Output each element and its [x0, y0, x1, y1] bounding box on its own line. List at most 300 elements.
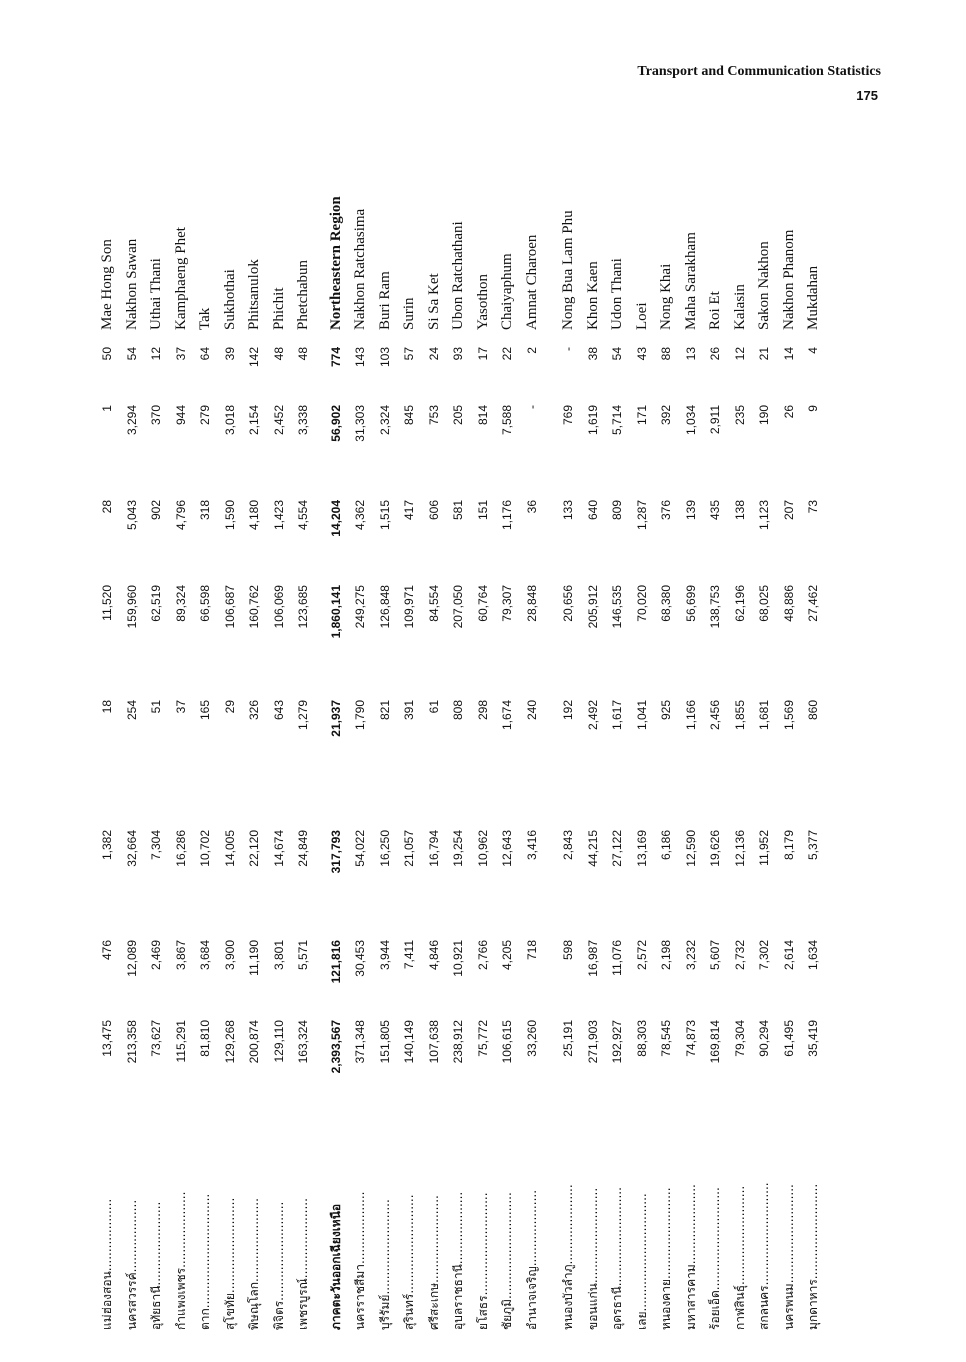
value-cell: 326	[247, 700, 261, 721]
value-cell: 106,069	[271, 585, 286, 629]
value-cell: 1,166	[683, 700, 698, 731]
value-cell: 3,294	[124, 405, 139, 436]
value-cell: 18	[100, 700, 114, 714]
province-name-english: Kamphaeng Phet	[172, 227, 189, 330]
province-name-english: Khon Kaen	[584, 261, 601, 330]
value-cell: 213,358	[124, 1020, 139, 1064]
value-cell: 14	[781, 347, 796, 361]
province-name-english: Northeastern Region	[327, 196, 344, 330]
statistics-table	[95, 130, 895, 1330]
table-row	[605, 130, 629, 1330]
value-cell: 2,766	[475, 940, 490, 971]
value-cell: 435	[708, 500, 722, 521]
value-cell: 2,843	[561, 830, 575, 861]
value-cell: 4,180	[247, 500, 261, 531]
value-cell: 142	[247, 347, 261, 368]
value-cell: 814	[475, 405, 490, 426]
province-name-thai: สุรินทร์..........................	[402, 1194, 416, 1330]
value-cell: 1,860,141	[328, 585, 343, 639]
value-cell: 81,810	[198, 1020, 212, 1057]
province-name-thai: นครสวรรค์...................	[124, 1199, 139, 1330]
province-name-thai: อุบลราชธานี...................	[451, 1191, 465, 1330]
province-name-thai: นครราชสีมา...................	[353, 1191, 367, 1330]
value-cell: 139	[683, 500, 698, 521]
page-number: 175	[856, 88, 878, 103]
table-row	[801, 130, 825, 1330]
province-name-thai: หนองคาย........................	[659, 1187, 673, 1330]
value-cell: 2,198	[659, 940, 673, 971]
value-cell: 271,903	[585, 1020, 600, 1064]
value-cell: 56,699	[683, 585, 698, 622]
province-name-thai: ร้อยเอ็ด...........................	[708, 1187, 722, 1330]
value-cell: 753	[426, 405, 441, 426]
value-cell: 1,176	[500, 500, 514, 531]
province-name-english: Maha Sarakham	[682, 232, 699, 330]
value-cell: 7,304	[149, 830, 163, 861]
value-cell: 68,025	[757, 585, 771, 622]
value-cell: 78,545	[659, 1020, 673, 1057]
value-cell: 159,960	[124, 585, 139, 629]
value-cell: 28,848	[524, 585, 539, 622]
value-cell: 13,169	[634, 830, 649, 867]
value-cell: 79,304	[732, 1020, 747, 1057]
value-cell: 133	[561, 500, 575, 521]
table-row	[95, 130, 119, 1330]
value-cell: 32,664	[124, 830, 139, 867]
value-cell: 106,687	[222, 585, 237, 629]
value-cell: 7,411	[402, 940, 416, 970]
value-cell: 115,291	[173, 1020, 188, 1063]
province-name-thai: บุรีรัมย์.........................	[377, 1199, 392, 1330]
value-cell: 249,275	[353, 585, 367, 629]
value-cell: 2,393,567	[328, 1020, 343, 1074]
value-cell: 21	[757, 347, 771, 361]
value-cell: 17	[475, 347, 490, 361]
province-name-english: Amnat Charoen	[523, 234, 540, 330]
value-cell: 1,590	[222, 500, 237, 531]
value-cell: 14,005	[222, 830, 237, 867]
value-cell: 19,254	[451, 830, 465, 867]
value-cell: 143	[353, 347, 367, 368]
value-cell: 22,120	[247, 830, 261, 867]
value-cell: 5,714	[610, 405, 624, 436]
value-cell: 30,453	[353, 940, 367, 977]
value-cell: 16,987	[585, 940, 600, 977]
value-cell: 6,186	[659, 830, 673, 861]
value-cell: 3,944	[377, 940, 392, 971]
table-row	[242, 130, 266, 1330]
value-cell: 845	[402, 405, 416, 426]
value-cell: 151,805	[377, 1020, 392, 1064]
table-row	[446, 130, 470, 1330]
province-name-english: Ubon Ratchathani	[450, 221, 466, 330]
value-cell: 200,874	[247, 1020, 261, 1064]
province-name-english: Mukdahan	[805, 265, 821, 330]
value-cell: 22	[500, 347, 514, 361]
province-name-thai: ขอนแก่น.........................	[585, 1187, 600, 1330]
value-cell: 10,921	[451, 940, 465, 977]
province-name-thai: พิษณุโลก......................	[247, 1198, 261, 1330]
value-cell: 2,324	[377, 405, 392, 436]
value-cell: 27,462	[806, 585, 820, 622]
value-cell: 51	[149, 700, 163, 714]
table-row	[291, 130, 315, 1330]
value-cell: 606	[426, 500, 441, 521]
value-cell: 902	[149, 500, 163, 521]
value-cell: 1,515	[377, 500, 392, 531]
header-title: Transport and Communication Statistics	[637, 64, 881, 79]
value-cell: 5,607	[708, 940, 722, 971]
value-cell: 54	[610, 347, 624, 361]
value-cell: 7,588	[500, 405, 514, 436]
value-cell: 28	[100, 500, 114, 514]
value-cell: 235	[732, 405, 747, 426]
value-cell: 8,179	[781, 830, 796, 861]
value-cell: 4,554	[296, 500, 310, 531]
value-cell: 106,615	[500, 1020, 514, 1064]
value-cell: 2,492	[585, 700, 600, 731]
province-name-english: Buri Ram	[376, 271, 393, 330]
value-cell: 2,452	[271, 405, 286, 436]
value-cell: 16,286	[173, 830, 188, 867]
value-cell: 57	[402, 347, 416, 361]
value-cell: 66,598	[198, 585, 212, 622]
value-cell: 11,952	[757, 830, 771, 866]
province-name-english: Mae Hong Son	[99, 239, 115, 330]
value-cell: 298	[475, 700, 490, 721]
value-cell: 21,937	[328, 700, 343, 737]
province-name-thai: เลย...............................	[634, 1193, 649, 1330]
value-cell: 62,196	[732, 585, 747, 622]
value-cell: 121,816	[328, 940, 343, 984]
table-row	[267, 130, 291, 1330]
value-cell: 25,191	[561, 1020, 575, 1057]
province-name-english: Chaiyaphum	[499, 253, 515, 330]
value-cell: 4,846	[426, 940, 441, 971]
value-cell: 89,324	[173, 585, 188, 622]
value-cell: 581	[451, 500, 465, 521]
value-cell: 640	[585, 500, 600, 521]
value-cell: 392	[659, 405, 673, 426]
value-cell: 1,569	[781, 700, 796, 731]
value-cell: 2,732	[732, 940, 747, 971]
province-name-english: Loei	[633, 302, 650, 330]
province-name-english: Tak	[197, 307, 213, 330]
province-name-thai: อำนาจเจริญ....................	[524, 1189, 539, 1330]
value-cell: 254	[124, 700, 139, 721]
value-cell: 205,912	[585, 585, 600, 629]
province-name-english: Uthai Thani	[148, 258, 164, 330]
value-cell: 4,362	[353, 500, 367, 531]
value-cell: 10,702	[198, 830, 212, 867]
value-cell: 2,154	[247, 405, 261, 436]
value-cell: 2	[524, 347, 539, 354]
table-row	[373, 130, 397, 1330]
value-cell: 60,764	[475, 585, 490, 622]
province-name-english: Phichit	[270, 287, 287, 330]
value-cell: 3,338	[296, 405, 310, 436]
value-cell: 54	[124, 347, 139, 361]
value-cell: 14,204	[328, 500, 343, 537]
province-name-english: Nong Bua Lam Phu	[560, 210, 576, 330]
table-row	[654, 130, 678, 1330]
table-row	[679, 130, 703, 1330]
value-cell: 62,519	[149, 585, 163, 622]
value-cell: 37	[173, 347, 188, 361]
value-cell: 14,674	[271, 830, 286, 867]
province-name-thai: สกลนคร...........................	[757, 1182, 771, 1330]
table-row	[728, 130, 752, 1330]
value-cell: 821	[377, 700, 392, 721]
value-cell: 64	[198, 347, 212, 361]
table-row	[120, 130, 144, 1330]
value-cell: 5,571	[296, 940, 310, 971]
province-name-english: Sakon Nakhon	[756, 241, 772, 330]
value-cell: 1,855	[732, 700, 747, 731]
value-cell: 774	[328, 347, 343, 368]
value-cell: 238,912	[451, 1020, 465, 1064]
value-cell: 12	[149, 347, 163, 361]
table-row	[144, 130, 168, 1330]
value-cell: 54,022	[353, 830, 367, 867]
table-row	[520, 130, 544, 1330]
value-cell: 43	[634, 347, 649, 361]
value-cell: 13,475	[100, 1020, 114, 1057]
province-name-thai: อุดรธานี..........................	[610, 1187, 624, 1330]
table-row	[348, 130, 372, 1330]
value-cell: 1,634	[806, 940, 820, 971]
value-cell: 5,377	[806, 830, 820, 861]
value-cell: 279	[198, 405, 212, 426]
value-cell: 107,638	[426, 1020, 441, 1064]
value-cell: 21,057	[402, 830, 416, 867]
value-cell: 1,619	[585, 405, 600, 436]
value-cell: 48,886	[781, 585, 796, 622]
value-cell: 26	[781, 405, 796, 419]
value-cell: 3,018	[222, 405, 237, 436]
value-cell: 4	[806, 347, 820, 354]
table-row	[581, 130, 605, 1330]
value-cell: 79,307	[500, 585, 514, 622]
value-cell: 1,279	[296, 700, 310, 731]
value-cell: 31,303	[353, 405, 367, 442]
value-cell: 19,626	[708, 830, 722, 867]
province-name-thai: หนองบัวลำภู.....................	[561, 1184, 575, 1330]
province-name-english: Sukhothai	[221, 269, 238, 330]
table-row	[777, 130, 801, 1330]
value-cell: 317,793	[328, 830, 343, 874]
value-cell: 3,900	[222, 940, 237, 971]
province-name-english: Phetchabun	[295, 260, 311, 330]
table-row	[422, 130, 446, 1330]
value-cell: 1,617	[610, 700, 624, 731]
value-cell: 12	[732, 347, 747, 361]
value-cell: 163,324	[296, 1020, 310, 1064]
value-cell: 73	[806, 500, 820, 514]
value-cell: 3,232	[683, 940, 698, 971]
value-cell: 1,287	[634, 500, 649, 531]
value-cell: 192	[561, 700, 575, 721]
value-cell: 75,772	[475, 1020, 490, 1057]
province-name-thai: สุโขทัย.........................	[222, 1197, 237, 1330]
province-name-english: Udon Thani	[609, 258, 625, 330]
value-cell: 391	[402, 700, 416, 721]
value-cell: 4,796	[173, 500, 188, 531]
table-row	[169, 130, 193, 1330]
value-cell: 138	[732, 500, 747, 521]
value-cell: 29	[222, 700, 237, 714]
value-cell: 140,149	[402, 1020, 416, 1064]
province-name-thai: ศรีสะเกษ.......................	[426, 1195, 441, 1330]
province-name-thai: มุกดาหาร.........................	[806, 1183, 820, 1330]
value-cell: 9	[806, 405, 820, 412]
value-cell: 12,089	[124, 940, 139, 977]
table-row	[752, 130, 776, 1330]
value-cell: 61,495	[781, 1020, 796, 1057]
value-cell: 417	[402, 500, 416, 521]
value-cell: 2,911	[708, 405, 722, 435]
value-cell: 160,762	[247, 585, 261, 629]
value-cell: 376	[659, 500, 673, 521]
value-cell: 38	[585, 347, 600, 361]
value-cell: 88	[659, 347, 673, 361]
province-name-english: Nakhon Sawan	[123, 238, 140, 330]
value-cell: 1,790	[353, 700, 367, 731]
value-cell: 1,382	[100, 830, 114, 861]
province-name-thai: นครพนม..........................	[781, 1184, 796, 1330]
value-cell: 35,419	[806, 1020, 820, 1057]
value-cell: 2,456	[708, 700, 722, 731]
value-cell: 123,685	[296, 585, 310, 629]
province-name-thai: ภาคตะวันออกเฉียงเหนือ	[328, 1203, 343, 1330]
value-cell: 33,260	[524, 1020, 539, 1057]
province-name-english: Surin	[401, 297, 417, 330]
value-cell: 20,656	[561, 585, 575, 622]
value-cell: 109,971	[402, 585, 416, 629]
value-cell: 84,554	[426, 585, 441, 622]
value-cell: 718	[524, 940, 539, 961]
value-cell: 129,110	[271, 1020, 286, 1063]
value-cell: 643	[271, 700, 286, 721]
value-cell: 10,962	[475, 830, 490, 867]
value-cell: 5,043	[124, 500, 139, 531]
province-name-english: Nakhon Phanom	[780, 229, 797, 330]
value-cell: 24	[426, 347, 441, 361]
value-cell: 39	[222, 347, 237, 361]
value-cell: 73,627	[149, 1020, 163, 1057]
value-cell: 2,572	[634, 940, 649, 971]
province-name-thai: แม่ฮ่องสอน...................	[100, 1198, 114, 1330]
value-cell: 2,614	[781, 940, 796, 971]
value-cell: 171	[634, 405, 649, 426]
table-row	[556, 130, 580, 1330]
value-cell: 240	[524, 700, 539, 721]
value-cell: 769	[561, 405, 575, 426]
value-cell: 165	[198, 700, 212, 721]
value-cell: 11,190	[247, 940, 261, 976]
value-cell: 151	[475, 500, 490, 521]
value-cell: 169,814	[708, 1020, 722, 1064]
value-cell: 12,590	[683, 830, 698, 867]
value-cell: 126,848	[377, 585, 392, 629]
value-cell: 26	[708, 347, 722, 361]
province-name-thai: กาฬสินธุ์..........................	[732, 1185, 747, 1330]
value-cell: 318	[198, 500, 212, 521]
province-name-english: Roi Et	[707, 291, 723, 330]
province-name-english: Si Sa Ket	[425, 273, 442, 330]
value-cell: 3,867	[173, 940, 188, 971]
province-name-thai: ตาก..............................	[198, 1193, 212, 1330]
province-name-thai: กำแพงเพชร....................	[173, 1191, 188, 1330]
table-row	[218, 130, 242, 1330]
province-name-thai: พิจิตร..........................	[271, 1201, 286, 1330]
province-name-thai: ยโสธร...........................	[475, 1192, 490, 1330]
province-name-english: Kalasin	[731, 284, 748, 330]
table-row	[471, 130, 495, 1330]
value-cell: 808	[451, 700, 465, 721]
value-cell: 1,681	[757, 700, 771, 731]
value-cell: 7,302	[757, 940, 771, 971]
value-cell: 190	[757, 405, 771, 426]
value-cell: 68,380	[659, 585, 673, 622]
table-row	[495, 130, 519, 1330]
province-name-thai: มหาสารคาม.....................	[683, 1184, 698, 1330]
province-name-english: Phitsanulok	[246, 259, 262, 330]
value-cell: 207,050	[451, 585, 465, 629]
value-cell: 44,215	[585, 830, 600, 867]
value-cell: 129,268	[222, 1020, 237, 1064]
value-cell: 61	[426, 700, 441, 714]
value-cell: 1	[100, 405, 114, 412]
value-cell: 1,123	[757, 500, 771, 531]
table-row	[703, 130, 727, 1330]
province-name-thai: ชัยภูมิ............................	[500, 1192, 514, 1330]
value-cell: 48	[296, 347, 310, 361]
value-cell: 70,020	[634, 585, 649, 622]
value-cell: 27,122	[610, 830, 624, 867]
value-cell: 74,873	[683, 1020, 698, 1057]
value-cell: 207	[781, 500, 796, 521]
value-cell: 12,643	[500, 830, 514, 867]
value-cell: 56,902	[328, 405, 343, 442]
value-cell: 1,034	[683, 405, 698, 436]
value-cell: 3,801	[271, 940, 286, 971]
value-cell: 371,348	[353, 1020, 367, 1064]
value-cell: -	[524, 405, 539, 409]
value-cell: 1,423	[271, 500, 286, 531]
value-cell: 370	[149, 405, 163, 426]
value-cell: 925	[659, 700, 673, 721]
province-name-english: Nakhon Ratchasima	[352, 208, 368, 330]
value-cell: 11,520	[100, 585, 114, 621]
value-cell: 93	[451, 347, 465, 361]
table-row	[324, 130, 348, 1330]
value-cell: 3,684	[198, 940, 212, 971]
value-cell: 16,250	[377, 830, 392, 867]
value-cell: 146,535	[610, 585, 624, 629]
value-cell: 476	[100, 940, 114, 961]
value-cell: 1,674	[500, 700, 514, 731]
value-cell: 598	[561, 940, 575, 961]
province-name-english: Nong Khai	[658, 263, 674, 330]
province-name-thai: อุทัยธานี......................	[149, 1201, 163, 1330]
value-cell: 103	[377, 347, 392, 368]
value-cell: 90,294	[757, 1020, 771, 1057]
value-cell: 192,927	[610, 1020, 624, 1064]
table-row	[193, 130, 217, 1330]
value-cell: -	[561, 347, 575, 351]
value-cell: 11,076	[610, 940, 624, 976]
